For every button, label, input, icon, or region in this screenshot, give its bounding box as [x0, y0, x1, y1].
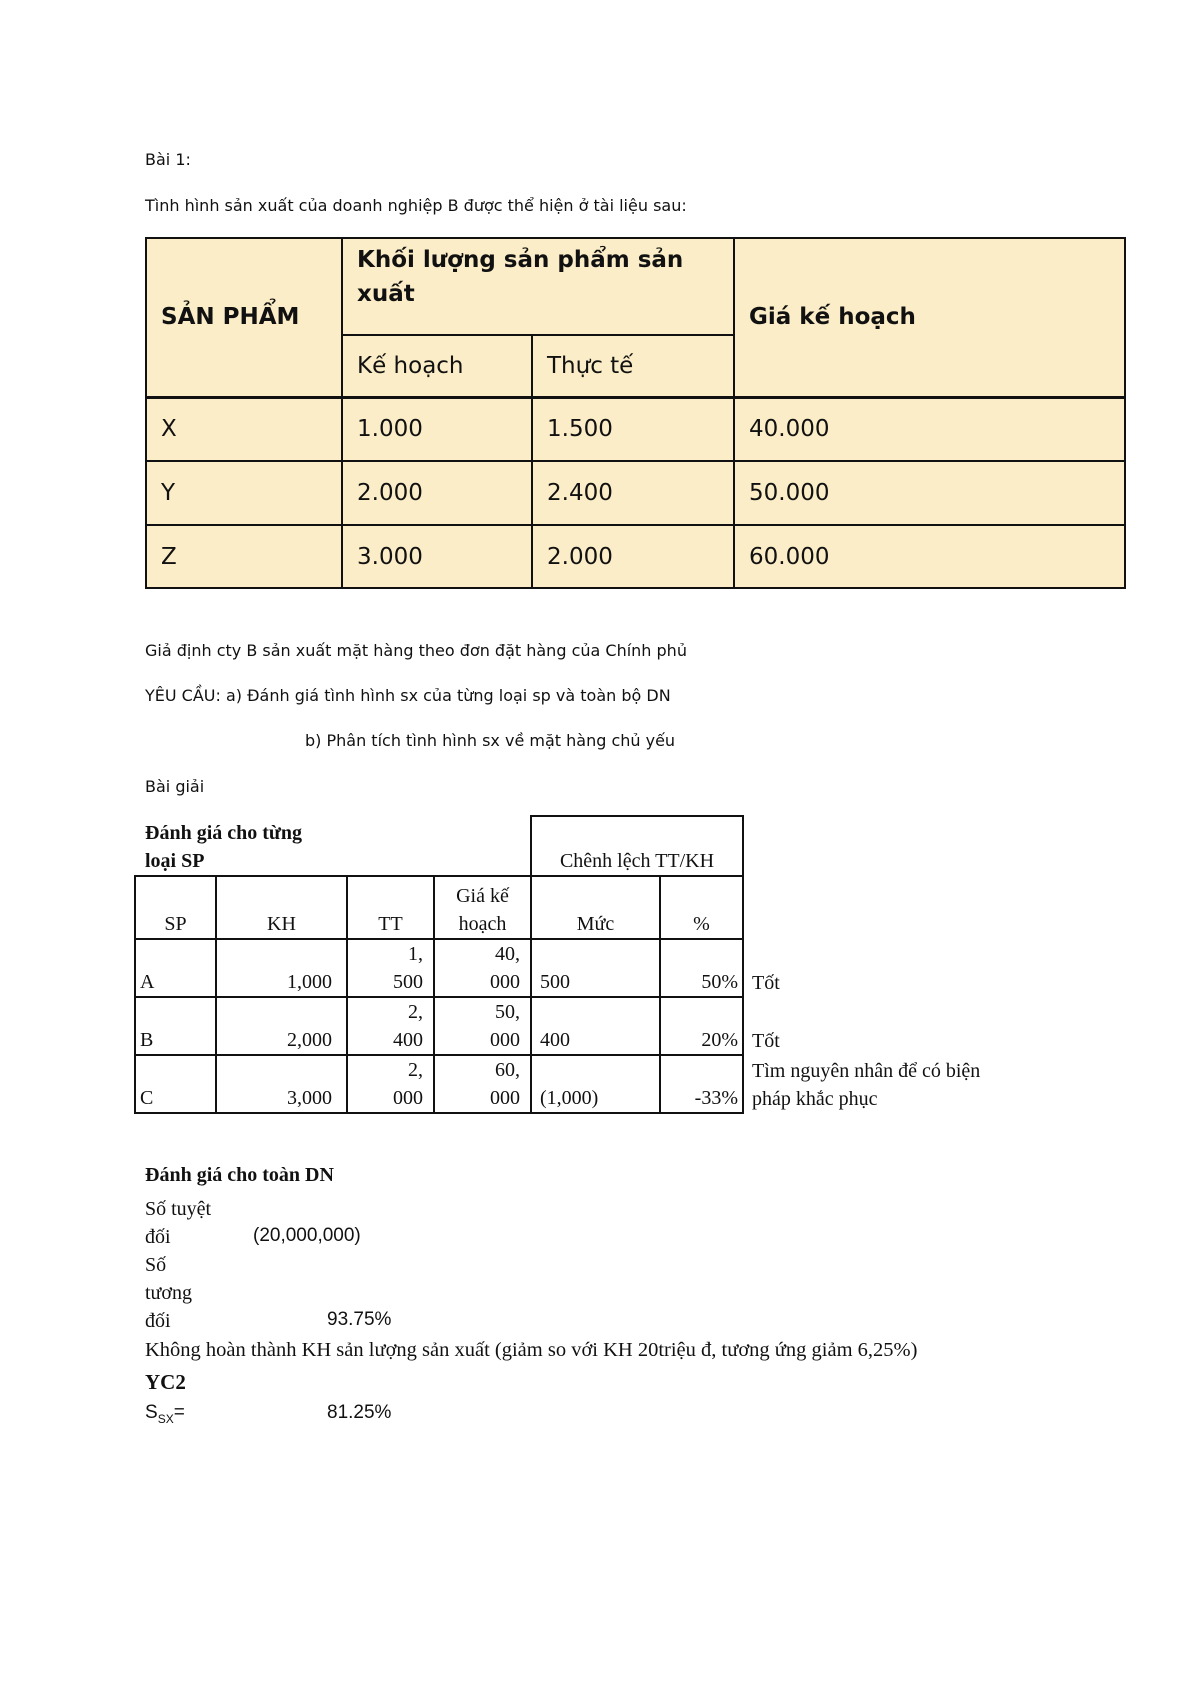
- cell-note: Tìm nguyên nhân để có biện pháp khắc phục: [752, 1060, 981, 1110]
- cell-price: 60.000: [734, 525, 1125, 588]
- cell-actual: 2.000: [532, 525, 734, 588]
- cell-tt: 1, 500: [347, 939, 434, 997]
- requirement-a-text: a) Đánh giá tình hình sx của từng loại sp và toàn bộ DN: [226, 686, 671, 705]
- header-plan: Kế hoạch: [342, 335, 532, 397]
- col-tt: TT: [347, 876, 434, 939]
- header-plan-price: Giá kế hoạch: [734, 238, 1125, 397]
- cell-product: X: [146, 397, 342, 461]
- cell-price: 50.000: [734, 461, 1125, 525]
- cell-pct: 50%: [660, 939, 743, 997]
- cell-price: 50, 000: [434, 997, 531, 1055]
- cell-sp: A: [135, 939, 216, 997]
- evaluation-title: [135, 816, 531, 876]
- difference-header: Chênh lệch TT/KH: [531, 816, 743, 876]
- col-plan-price-line-2: hoạch: [458, 913, 507, 935]
- absolute-label: Số tuyệt đối: [145, 1198, 212, 1248]
- table-row: [135, 997, 1033, 1055]
- evaluation-title-line-2: loại SP: [145, 850, 205, 872]
- cell-level: (1,000): [531, 1055, 660, 1113]
- cell-plan: 2.000: [342, 461, 532, 525]
- cell-note: Tốt: [752, 1030, 780, 1052]
- relative-value: 93.75%: [327, 1309, 392, 1330]
- cell-kh: 2,000: [216, 997, 347, 1055]
- header-volume: Khối lượng sản phẩm sản xuất: [342, 238, 734, 335]
- cell-plan: 3.000: [342, 525, 532, 588]
- cell-actual: 2.400: [532, 461, 734, 525]
- ssx-label: $S_{SX}=$: [145, 1402, 185, 1426]
- evaluation-table: [134, 815, 1034, 1114]
- cell-pct: 20%: [660, 997, 743, 1055]
- col-sp: SP: [135, 876, 216, 939]
- exercise-heading: Bài 1:: [145, 150, 191, 169]
- table-row: [146, 397, 1125, 461]
- table-row: [146, 525, 1125, 588]
- header-actual: Thực tế: [532, 335, 734, 397]
- cell-level: 400: [531, 997, 660, 1055]
- assumption-text: Giả định cty B sản xuất mặt hàng theo đơn đặt hàng của Chính phủ: [145, 641, 687, 660]
- cell-sp: B: [135, 997, 216, 1055]
- solution-heading: Bài giải: [145, 777, 205, 796]
- cell-price: 40, 000: [434, 939, 531, 997]
- absolute-value: (20,000,000): [253, 1225, 361, 1246]
- cell-note: Tốt: [752, 972, 780, 994]
- cell-tt: 2, 400: [347, 997, 434, 1055]
- yc2-heading: YC2: [145, 1370, 186, 1394]
- evaluation-title-line-1: Đánh giá cho từng: [145, 822, 303, 844]
- cell-kh: 3,000: [216, 1055, 347, 1113]
- relative-label: Số tương đối: [145, 1254, 192, 1332]
- production-data-table: [145, 237, 1126, 589]
- cell-sp: C: [135, 1055, 216, 1113]
- cell-price: 60, 000: [434, 1055, 531, 1113]
- requirement-a: [145, 686, 671, 705]
- col-pct: %: [660, 876, 743, 939]
- ssx-value: 81.25%: [327, 1402, 392, 1423]
- requirement-label: YÊU CẦU:: [145, 686, 221, 705]
- header-product: SẢN PHẨM: [146, 238, 342, 397]
- cell-plan: 1.000: [342, 397, 532, 461]
- col-kh: KH: [216, 876, 347, 939]
- cell-actual: 1.500: [532, 397, 734, 461]
- requirement-b: b) Phân tích tình hình sx về mặt hàng chủ yếu: [305, 731, 676, 750]
- col-level: Mức: [531, 876, 660, 939]
- col-plan-price: [434, 876, 531, 939]
- cell-tt: 2, 000: [347, 1055, 434, 1113]
- exercise-description: Tình hình sản xuất của doanh nghiệp B được thể hiện ở tài liệu sau:: [145, 196, 687, 215]
- conclusion-text: Không hoàn thành KH sản lượng sản xuất (giảm so với KH 20triệu đ, tương ứng giảm 6,25%): [145, 1339, 918, 1361]
- cell-product: Z: [146, 525, 342, 588]
- cell-price: 40.000: [734, 397, 1125, 461]
- cell-pct: -33%: [660, 1055, 743, 1113]
- overall-heading: Đánh giá cho toàn DN: [145, 1164, 334, 1186]
- table-row: [146, 461, 1125, 525]
- table-row: [135, 1055, 1033, 1113]
- table-row: [135, 939, 1033, 997]
- cell-level: 500: [531, 939, 660, 997]
- cell-kh: 1,000: [216, 939, 347, 997]
- cell-product: Y: [146, 461, 342, 525]
- col-plan-price-line-1: Giá kế: [456, 885, 509, 907]
